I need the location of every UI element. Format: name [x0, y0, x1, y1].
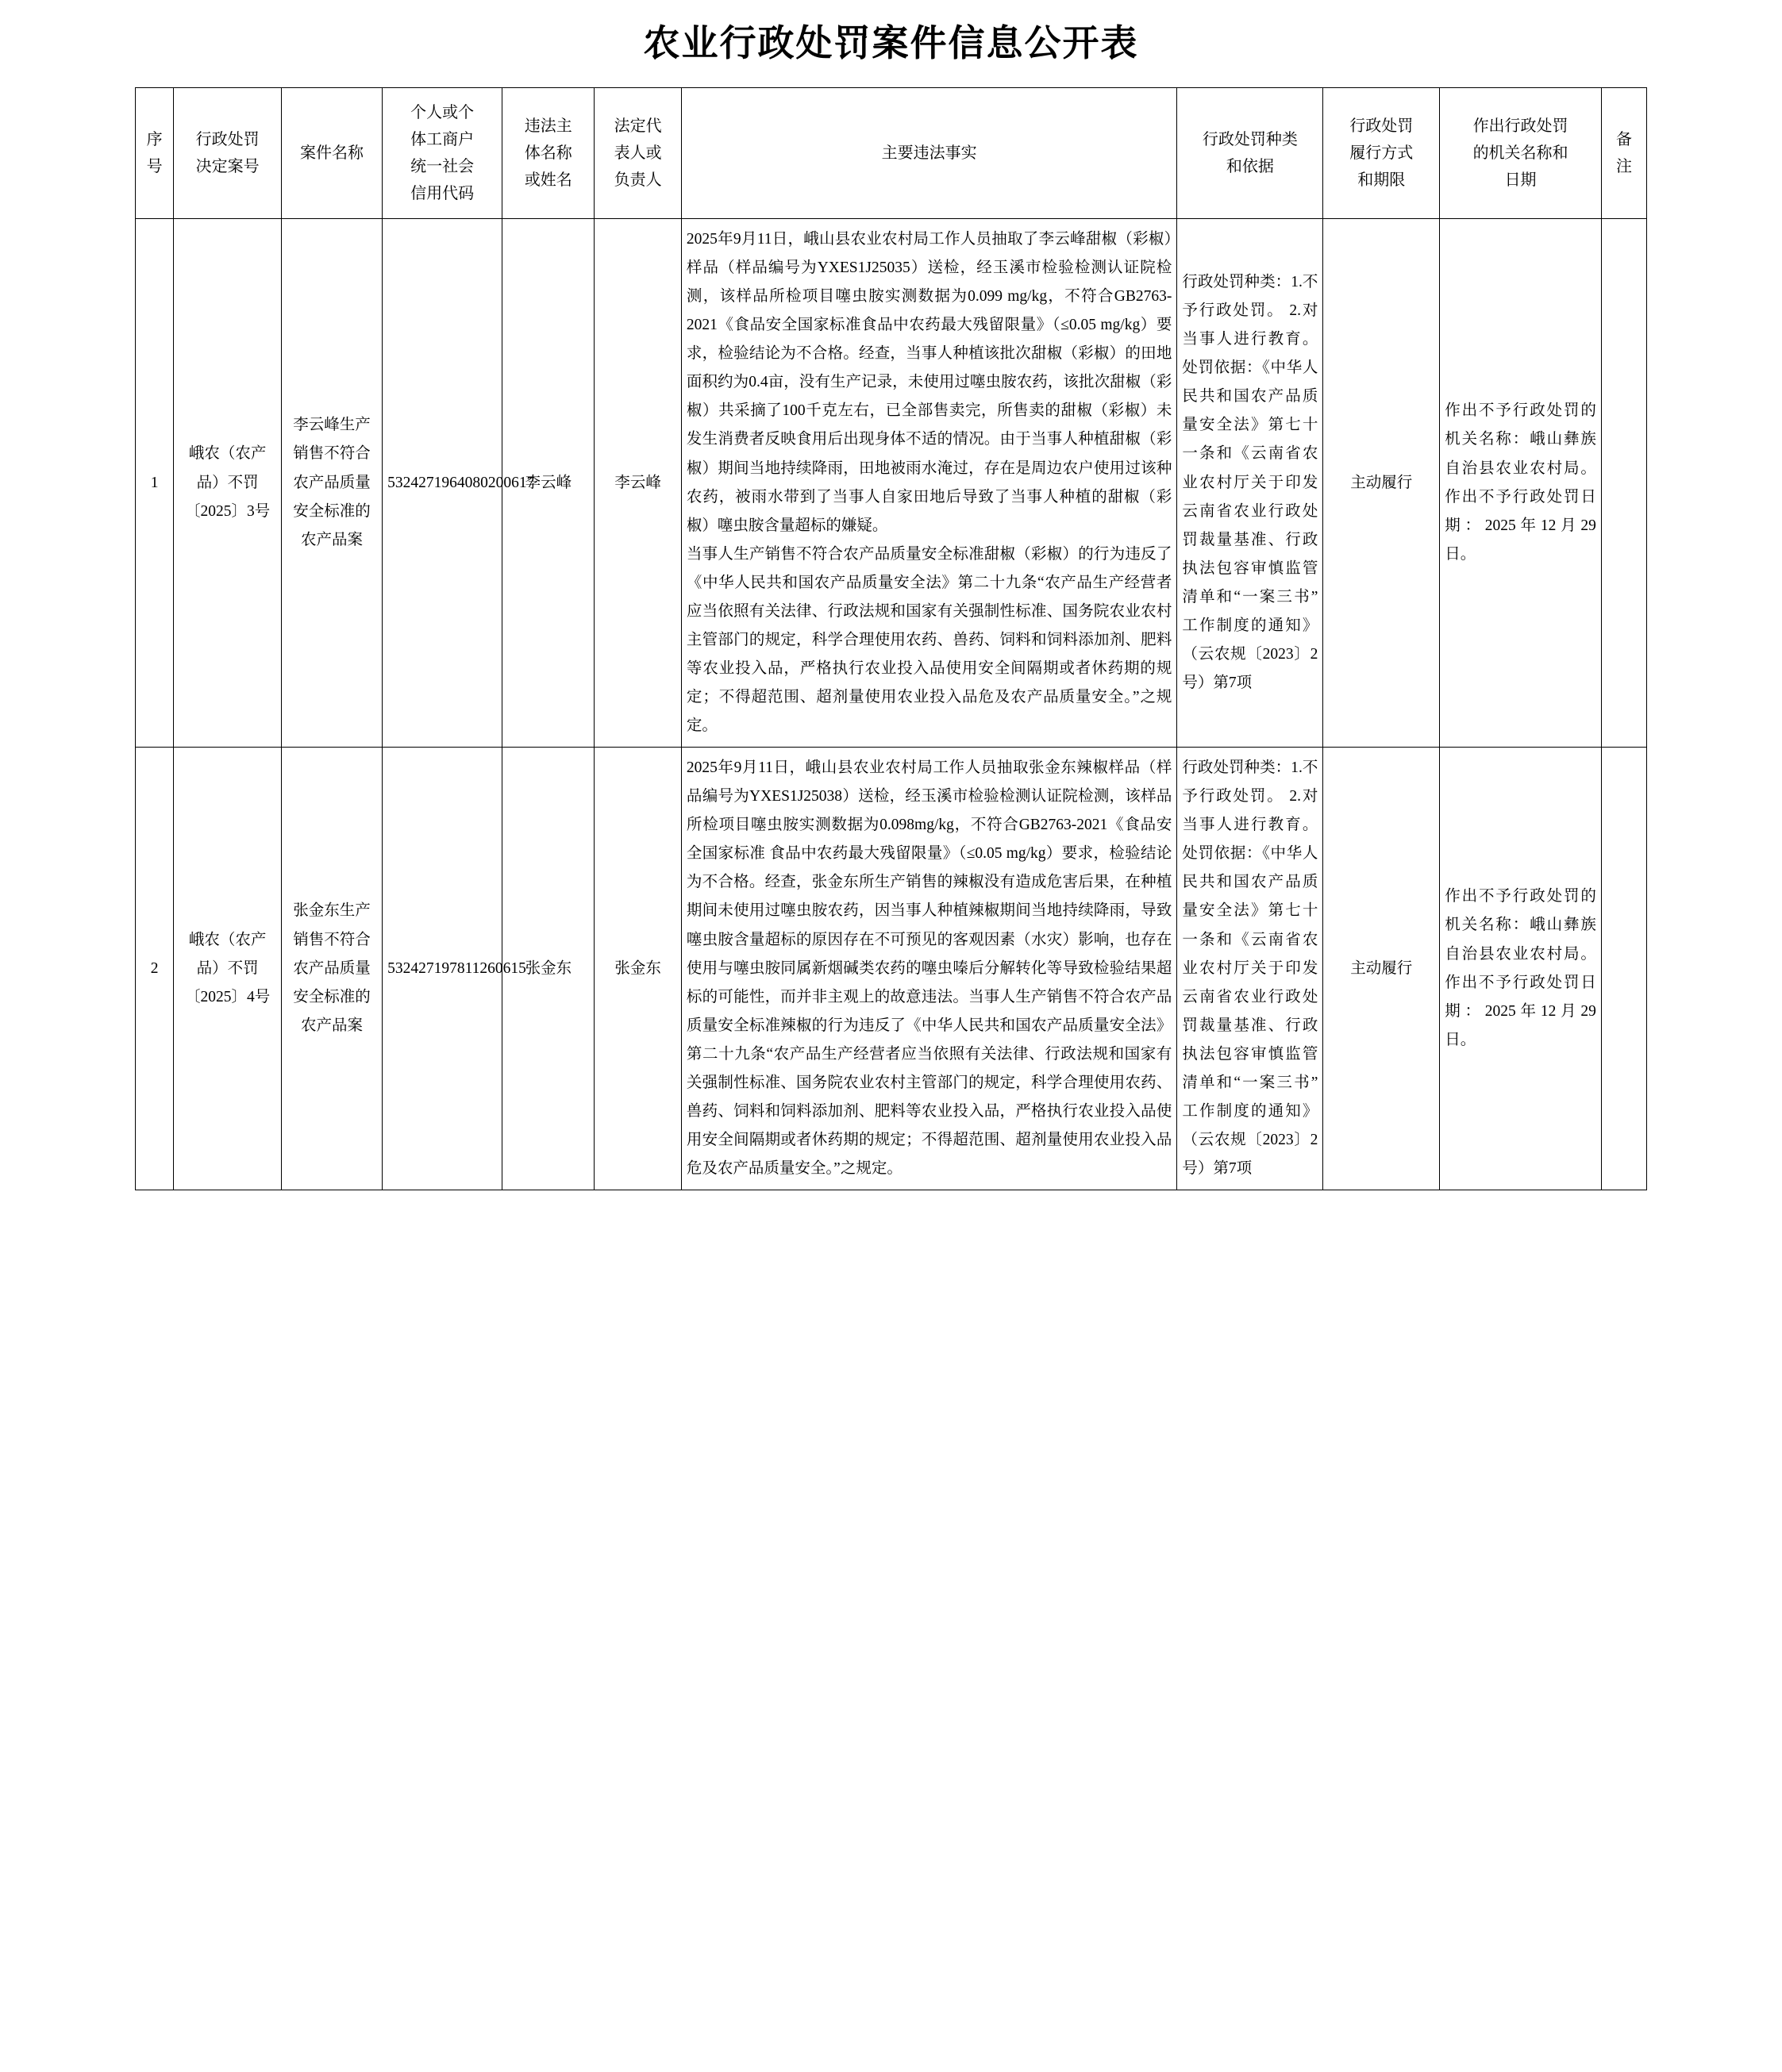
cell-case-name: 张金东生产销售不符合农产品质量安全标准的农产品案	[282, 748, 383, 1190]
cell-legal-rep: 李云峰	[595, 219, 682, 748]
header-remark-line1: 备	[1615, 131, 1632, 148]
header-subject-name-line3: 或姓名	[524, 171, 572, 189]
header-credit-code-line2: 体工商户	[410, 131, 475, 148]
cell-facts	[681, 748, 1176, 1190]
header-doc-no-line1: 行政处罚	[195, 131, 260, 148]
header-legal-rep-line1: 法定代	[614, 117, 662, 135]
header-execution-line2: 履行方式	[1349, 144, 1414, 162]
cell-subject-name: 张金东	[502, 748, 595, 1190]
cell-remark	[1601, 748, 1646, 1190]
table-row	[136, 219, 1647, 748]
header-legal-rep-line2: 表人或	[614, 144, 662, 162]
header-seq-line1: 序	[146, 131, 163, 148]
header-penalty-line1: 行政处罚种类	[1202, 131, 1298, 148]
cell-execution: 主动履行	[1323, 219, 1440, 748]
header-facts	[681, 88, 1176, 219]
page-title: 农业行政处罚案件信息公开表	[643, 23, 1139, 63]
cell-credit-code: 532427197811260615	[383, 748, 502, 1190]
cell-case-name: 李云峰生产销售不符合农产品质量安全标准的农产品案	[282, 219, 383, 748]
penalty-disclosure-table	[135, 87, 1647, 1190]
header-subject-name-line1: 违法主	[524, 117, 572, 135]
header-remark-line2: 注	[1615, 158, 1632, 175]
cell-facts	[681, 219, 1176, 748]
header-case-name-line1: 案件名称	[300, 144, 364, 162]
header-organ-line1: 作出行政处罚	[1472, 117, 1568, 135]
header-doc-no	[174, 88, 282, 219]
header-facts-line1: 主要违法事实	[881, 144, 977, 162]
cell-penalty: 行政处罚种类：1.不予行政处罚。 2.对当事人进行教育。处罚依据：《中华人民共和国农产品质量安全法》第七十一条和《云南省农业农村厅关于印发云南省农业行政处罚裁量基准、行政执法包容审慎监管清单和“一案三书”工作制度的通知》（云农规〔2023〕2号）第7项	[1177, 219, 1323, 748]
cell-credit-code: 5324271964080200617	[383, 219, 502, 748]
header-organ-line3: 日期	[1504, 171, 1537, 189]
cell-organ: 作出不予行政处罚的机关名称：峨山彝族自治县农业农村局。作出不予行政处罚日期：2025年12月29日。	[1440, 219, 1602, 748]
cell-remark	[1601, 219, 1646, 748]
header-seq-line2: 号	[146, 158, 163, 175]
header-penalty	[1177, 88, 1323, 219]
facts-paragraph: 2025年9月11日，峨山县农业农村局工作人员抽取了李云峰甜椒（彩椒）样品（样品编号为YXES1J25035）送检，经玉溪市检验检测认证院检测，该样品所检项目噻虫胺实测数据为0.099 mg/kg，不符合GB2763-2021《食品安全国家标准食品中农药最大残留限量》（≤0.05 mg/kg）要求，检验结论为不合格。经查，当事人种植该批次甜椒（彩椒）的田地面积约为0.4亩，没有生产记录，未使用过噻虫胺农药，该批次甜椒（彩椒）共采摘了100千克左右，已全部售卖完，所售卖的甜椒（彩椒）未发生消费者反映食用后出现身体不适的情况。由于当事人种植甜椒（彩椒）期间当地持续降雨，田地被雨水淹过，存在是周边农户使用过该种农药，被雨水带到了当事人自家田地后导致了当事人种植的甜椒（彩椒）噻虫胺含量超标的嫌疑。	[686, 231, 1172, 534]
cell-organ: 作出不予行政处罚的机关名称：峨山彝族自治县农业农村局。作出不予行政处罚日期：2025年12月29日。	[1440, 748, 1602, 1190]
header-execution-line1: 行政处罚	[1349, 117, 1414, 135]
header-remark	[1601, 88, 1646, 219]
header-credit-code-line4: 信用代码	[410, 185, 475, 202]
header-penalty-line2: 和依据	[1226, 158, 1274, 175]
cell-doc-no: 峨农（农产品）不罚〔2025〕4号	[174, 748, 282, 1190]
header-credit-code	[383, 88, 502, 219]
header-organ	[1440, 88, 1602, 219]
cell-doc-no: 峨农（农产品）不罚〔2025〕3号	[174, 219, 282, 748]
header-subject-name	[502, 88, 595, 219]
header-case-name	[282, 88, 383, 219]
header-execution	[1323, 88, 1440, 219]
cell-seq: 2	[136, 748, 174, 1190]
header-legal-rep	[595, 88, 682, 219]
header-doc-no-line2: 决定案号	[195, 158, 260, 175]
header-subject-name-line2: 体名称	[524, 144, 572, 162]
table-row	[136, 748, 1647, 1190]
facts-paragraph: 当事人生产销售不符合农产品质量安全标准甜椒（彩椒）的行为违反了《中华人民共和国农产品质量安全法》第二十九条“农产品生产经营者应当依照有关法律、行政法规和国家有关强制性标准、国务院农业农村主管部门的规定，科学合理使用农药、兽药、饲料和饲料添加剂、肥料等农业投入品，严格执行农业投入品使用安全间隔期或者休药期的规定；不得超范围、超剂量使用农业投入品危及农产品质量安全。”之规定。	[686, 545, 1172, 735]
header-legal-rep-line3: 负责人	[614, 171, 662, 189]
cell-penalty: 行政处罚种类：1.不予行政处罚。 2.对当事人进行教育。处罚依据：《中华人民共和国农产品质量安全法》第七十一条和《云南省农业农村厅关于印发云南省农业行政处罚裁量基准、行政执法包容审慎监管清单和“一案三书”工作制度的通知》（云农规〔2023〕2号）第7项	[1177, 748, 1323, 1190]
table-header-row	[136, 88, 1647, 219]
cell-execution: 主动履行	[1323, 748, 1440, 1190]
cell-legal-rep: 张金东	[595, 748, 682, 1190]
header-seq	[136, 88, 174, 219]
header-execution-line3: 和期限	[1357, 171, 1406, 189]
header-credit-code-line1: 个人或个	[410, 104, 475, 121]
cell-seq: 1	[136, 219, 174, 748]
facts-paragraph: 2025年9月11日，峨山县农业农村局工作人员抽取张金东辣椒样品（样品编号为YXES1J25038）送检，经玉溪市检验检测认证院检测，该样品所检项目噻虫胺实测数据为0.098mg/kg，不符合GB2763-2021《食品安全国家标准 食品中农药最大残留限量》（≤0.05 mg/kg）要求，检验结论为不合格。经查，张金东所生产销售的辣椒没有造成危害后果，在种植期间未使用过噻虫胺农药，因当事人种植辣椒期间当地持续降雨，导致噻虫胺含量超标的原因存在不可预见的客观因素（水灾）影响，也存在使用与噻虫胺同属新烟碱类农药的噻虫嗪后分解转化等导致检验结果超标的可能性，而并非主观上的故意违法。当事人生产销售不符合农产品质量安全标准辣椒的行为违反了《中华人民共和国农产品质量安全法》第二十九条“农产品生产经营者应当依照有关法律、行政法规和国家有关强制性标准、国务院农业农村主管部门的规定，科学合理使用农药、兽药、饲料和饲料添加剂、肥料等农业投入品，严格执行农业投入品使用安全间隔期或者休药期的规定；不得超范围、超剂量使用农业投入品危及农产品质量安全。”之规定。	[686, 759, 1172, 1177]
header-credit-code-line3: 统一社会	[410, 158, 475, 175]
header-organ-line2: 的机关名称和	[1472, 144, 1568, 162]
cell-subject-name: 李云峰	[502, 219, 595, 748]
